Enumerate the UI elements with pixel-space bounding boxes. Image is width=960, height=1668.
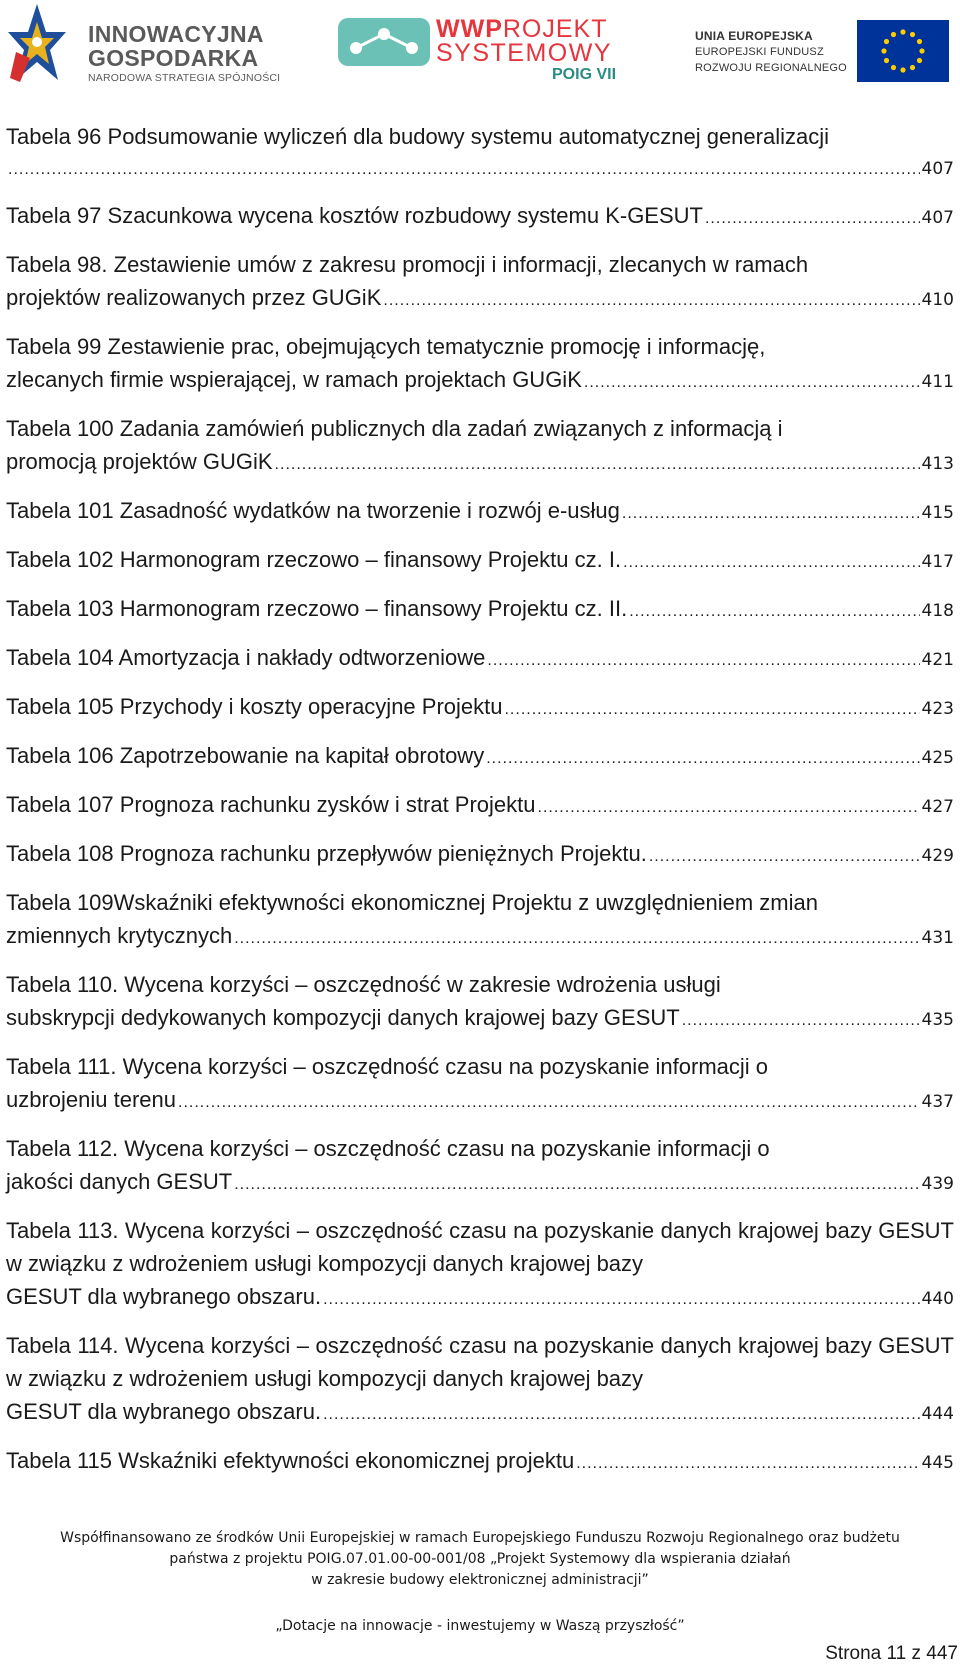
eu-star-icon — [884, 39, 889, 44]
toc-entry[interactable] — [6, 412, 954, 481]
toc-entry-title: Tabela 115 Wskaźniki efektywności ekonomicznej projektu — [6, 1448, 575, 1473]
eu-star-icon — [910, 65, 915, 70]
toc-entry-text: Tabela 110. Wycena korzyści – oszczędność w zakresie wdrożenia usługi — [6, 972, 721, 997]
eu-star-icon — [910, 32, 915, 37]
toc-page-number: 437 — [921, 1092, 954, 1112]
dot-leader — [622, 497, 920, 530]
list-of-tables — [6, 120, 954, 1493]
toc-entry-title: Tabela 107 Prognoza rachunku zysków i strat Projektu — [6, 792, 536, 817]
dot-leader — [649, 840, 920, 873]
toc-entry-title: zlecanych firmie wspierającej, w ramach projektach GUGiK — [6, 367, 582, 392]
eu-flag-icon — [857, 20, 949, 82]
page-header — [0, 0, 960, 96]
eu-line-2: EUROPEJSKI FUNDUSZ — [695, 46, 824, 58]
toc-entry-last-line — [6, 281, 954, 317]
toc-page-number: 439 — [921, 1174, 954, 1194]
toc-entry-last-line — [6, 153, 954, 186]
dot-leader — [275, 448, 920, 481]
eu-star-icon — [881, 48, 886, 53]
footer-line-1: Współfinansowano ze środków Unii Europejskiej w ramach Europejskiego Funduszu Rozwoju Regionalnego oraz budżetu — [60, 1530, 900, 1546]
toc-entry[interactable] — [6, 739, 954, 775]
toc-entry-title: uzbrojeniu terenu — [6, 1087, 177, 1112]
toc-page-number: 407 — [921, 159, 954, 179]
network-nodes-icon — [338, 18, 430, 66]
toc-entry[interactable] — [6, 330, 954, 399]
toc-page-number: 444 — [921, 1404, 954, 1424]
eu-erdf-logo — [695, 20, 955, 90]
dot-leader — [682, 1004, 920, 1037]
toc-page-number: 415 — [921, 503, 954, 523]
wwp-title-bold: WWP — [436, 15, 503, 43]
eu-star-icon — [917, 39, 922, 44]
toc-entry-last-line — [6, 788, 954, 824]
toc-entry[interactable] — [6, 592, 954, 628]
toc-entry-title: Tabela 106 Zapotrzebowanie na kapitał obrotowy — [6, 743, 485, 768]
toc-page-number: 440 — [921, 1289, 954, 1309]
logo-text-block — [88, 22, 280, 84]
dot-leader — [486, 742, 919, 775]
toc-entry-last-line — [6, 1280, 954, 1316]
logo-subtitle: NARODOWA STRATEGIA SPÓJNOŚCI — [88, 72, 281, 84]
eu-text-block — [695, 28, 847, 76]
cofinancing-footer — [0, 1528, 960, 1591]
toc-page-number: 413 — [921, 454, 954, 474]
toc-entry-text: Tabela 109Wskaźniki efektywności ekonomicznej Projektu z uwzględnieniem zmian — [6, 890, 818, 915]
toc-entry-title: promocją projektów GUGiK — [6, 449, 273, 474]
eu-star-icon — [917, 58, 922, 63]
eu-star-icon — [919, 48, 924, 53]
footer-line-3: w zakresie budowy elektronicznej administracji” — [311, 1572, 649, 1588]
toc-page-number: 407 — [921, 208, 954, 228]
dot-leader — [629, 595, 919, 628]
toc-entry-text: Tabela 100 Zadania zamówień publicznych dla zadań związanych z informacją i — [6, 416, 783, 441]
toc-page-number: 445 — [921, 1453, 954, 1473]
wwp-title-thin: ROJEKT — [502, 15, 608, 43]
toc-entry-title: Tabela 104 Amortyzacja i nakłady odtworzeniowe — [6, 645, 486, 670]
toc-entry[interactable] — [6, 1214, 954, 1316]
star-emblem-icon — [6, 2, 68, 90]
eu-star-icon — [891, 32, 896, 37]
toc-entry-last-line — [6, 1001, 954, 1037]
toc-entry-text: Tabela 98. Zestawienie umów z zakresu promocji i informacji, zlecanych w ramach — [6, 252, 809, 277]
toc-page-number: 425 — [921, 748, 954, 768]
toc-entry[interactable] — [6, 837, 954, 873]
toc-entry-last-line — [6, 690, 954, 726]
toc-entry-text: Tabela 114. Wycena korzyści – oszczędność czasu na pozyskanie danych krajowej bazy GESUT w związku z wdrożeniem usługi kompozycji danych krajowej bazy — [6, 1333, 954, 1391]
toc-page-number: 423 — [921, 699, 954, 719]
toc-entry-last-line — [6, 445, 954, 481]
toc-page-number: 411 — [921, 372, 954, 392]
toc-entry-last-line — [6, 1165, 954, 1201]
toc-entry-title: Tabela 103 Harmonogram rzeczowo – finansowy Projektu cz. II. — [6, 596, 628, 621]
toc-entry-text: Tabela 96 Podsumowanie wyliczeń dla budowy systemu automatycznej generalizacji — [6, 124, 829, 149]
toc-entry[interactable] — [6, 1444, 954, 1480]
toc-entry[interactable] — [6, 1050, 954, 1119]
toc-entry-title: jakości danych GESUT — [6, 1169, 233, 1194]
dot-leader — [538, 791, 920, 824]
toc-entry[interactable] — [6, 494, 954, 530]
toc-entry-title: GESUT dla wybranego obszaru. — [6, 1399, 322, 1424]
toc-entry[interactable] — [6, 968, 954, 1037]
toc-entry-last-line — [6, 1083, 954, 1119]
toc-entry-last-line — [6, 739, 954, 775]
logo-line-2: GOSPODARKA — [88, 45, 259, 71]
toc-entry-title: GESUT dla wybranego obszaru. — [6, 1284, 322, 1309]
eu-star-icon — [891, 65, 896, 70]
dot-leader — [504, 693, 919, 726]
toc-entry[interactable] — [6, 120, 954, 186]
dot-leader — [383, 284, 919, 317]
toc-entry[interactable] — [6, 1132, 954, 1201]
toc-entry[interactable] — [6, 886, 954, 955]
toc-entry-text: Tabela 112. Wycena korzyści – oszczędność czasu na pozyskanie informacji o — [6, 1136, 770, 1161]
wwp-subtitle: SYSTEMOWY — [436, 39, 613, 67]
toc-entry-last-line — [6, 837, 954, 873]
toc-entry-title: Tabela 97 Szacunkowa wycena kosztów rozbudowy systemu K-GESUT — [6, 203, 703, 228]
toc-page-number: 418 — [921, 601, 954, 621]
toc-page-number: 427 — [921, 797, 954, 817]
toc-entry-last-line — [6, 1395, 954, 1431]
toc-entry-title: Tabela 105 Przychody i koszty operacyjne Projektu — [6, 694, 503, 719]
toc-entry-last-line — [6, 199, 954, 235]
page-number: Strona 11 z 447 — [825, 1643, 958, 1664]
dot-leader — [323, 1398, 919, 1431]
toc-entry[interactable] — [6, 248, 954, 317]
toc-entry-title: Tabela 108 Prognoza rachunku przepływów pieniężnych Projektu. — [6, 841, 647, 866]
dot-leader — [705, 202, 920, 235]
logo-line-1: INNOWACYJNA — [88, 21, 264, 47]
toc-entry-text: Tabela 99 Zestawienie prac, obejmujących tematycznie promocję i informację, — [6, 334, 766, 359]
dot-leader — [8, 153, 920, 186]
toc-entry-title: Tabela 101 Zasadność wydatków na tworzenie i rozwój e-usług — [6, 498, 620, 523]
footer-slogan: „Dotacje na innowacje - inwestujemy w Waszą przyszłość” — [275, 1618, 685, 1634]
dot-leader — [576, 1447, 919, 1480]
innowacyjna-gospodarka-logo — [6, 2, 286, 90]
toc-entry-title: Tabela 102 Harmonogram rzeczowo – finansowy Projektu cz. I. — [6, 547, 622, 572]
toc-entry-title: subskrypcji dedykowanych kompozycji danych krajowej bazy GESUT — [6, 1005, 680, 1030]
toc-entry-last-line — [6, 494, 954, 530]
toc-entry[interactable] — [6, 641, 954, 677]
toc-entry[interactable] — [6, 690, 954, 726]
toc-entry[interactable] — [6, 199, 954, 235]
eu-line-3: ROZWOJU REGIONALNEGO — [695, 62, 847, 74]
toc-entry-last-line — [6, 1444, 954, 1480]
toc-entry[interactable] — [6, 788, 954, 824]
toc-page-number: 431 — [921, 928, 954, 948]
eu-star-icon — [900, 67, 905, 72]
dot-leader — [487, 644, 919, 677]
toc-entry[interactable] — [6, 543, 954, 579]
dot-leader — [623, 546, 919, 579]
toc-entry-last-line — [6, 919, 954, 955]
toc-page-number: 421 — [921, 650, 954, 670]
dot-leader — [234, 922, 919, 955]
dot-leader — [234, 1168, 919, 1201]
toc-page-number: 429 — [921, 846, 954, 866]
eu-star-icon — [884, 58, 889, 63]
toc-entry-title: projektów realizowanych przez GUGiK — [6, 285, 382, 310]
toc-entry[interactable] — [6, 1329, 954, 1431]
eu-line-1: UNIA EUROPEJSKA — [695, 29, 813, 43]
toc-page-number: 435 — [921, 1010, 954, 1030]
dot-leader — [584, 366, 920, 399]
toc-page-number: 410 — [921, 290, 954, 310]
eu-star-icon — [900, 29, 905, 34]
toc-entry-last-line — [6, 363, 954, 399]
dot-leader — [323, 1283, 919, 1316]
toc-entry-last-line — [6, 641, 954, 677]
toc-entry-last-line — [6, 592, 954, 628]
toc-entry-last-line — [6, 543, 954, 579]
dot-leader — [178, 1086, 920, 1119]
wwp-program-label: POIG VII — [552, 66, 617, 83]
toc-entry-text: Tabela 111. Wycena korzyści – oszczędność czasu na pozyskanie informacji o — [6, 1054, 769, 1079]
toc-entry-title: zmiennych krytycznych — [6, 923, 233, 948]
wwp-projekt-systemowy-logo — [338, 16, 643, 86]
footer-line-2: państwa z projektu POIG.07.01.00-00-001/08 „Projekt Systemowy dla wspierania działań — [169, 1551, 791, 1567]
toc-entry-text: Tabela 113. Wycena korzyści – oszczędność czasu na pozyskanie danych krajowej bazy GESUT w związku z wdrożeniem usługi kompozycji danych krajowej bazy — [6, 1218, 954, 1276]
toc-page-number: 417 — [921, 552, 954, 572]
